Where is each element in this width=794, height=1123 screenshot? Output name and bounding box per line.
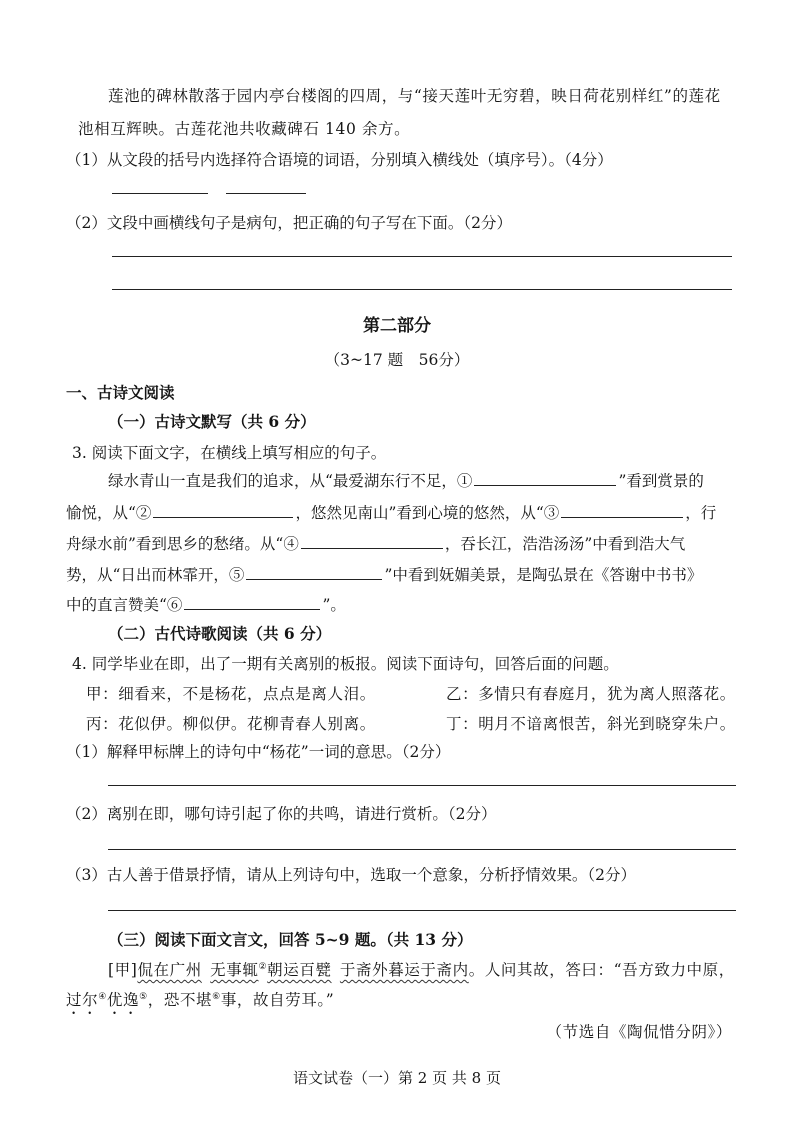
underlined-phrase: 无事辄 xyxy=(210,961,259,979)
source-citation: （节选自《陶侃惜分阴》） xyxy=(546,1023,732,1041)
page-footer: 语文试卷（一）第 2 页 共 8 页 xyxy=(293,1069,501,1087)
q3-text: ，行 xyxy=(685,504,717,522)
question-1: （1）从文段的括号内选择符合语境的词语，分别填入横线处（填序号）。（4分） xyxy=(66,151,613,169)
q3-text: 绿水青山一直是我们的追求，从“最爱湖东行不足，① xyxy=(108,472,473,490)
poem-bing: 丙：花似伊。柳似伊。花柳青春人别离。 xyxy=(86,715,376,733)
classical-label: [甲] xyxy=(108,961,138,979)
subsection-3-heading: （三）阅读下面文言文，回答 5~9 题。（共 13 分） xyxy=(108,930,473,949)
question-4-stem: 4. 同学毕业在即，出了一期有关离别的板报。阅读下面诗句，回答后面的问题。 xyxy=(72,655,619,673)
poem-yi: 乙：多情只有春庭月，犹为离人照落花。 xyxy=(446,685,736,703)
q3-line-5 xyxy=(66,592,346,615)
dotted-word: 优逸 xyxy=(106,991,140,1009)
answer-line-q4-3[interactable] xyxy=(108,910,736,911)
q3-text: 愉悦，从“② xyxy=(66,504,152,522)
q3-line-4 xyxy=(66,562,702,585)
q3-text: ”。 xyxy=(322,596,346,614)
question-4-2: （2）离别在即，哪句诗引起了你的共鸣，请进行赏析。（2分） xyxy=(66,805,497,823)
question-4-1: （1）解释甲标牌上的诗句中“杨花”一词的意思。（2分） xyxy=(66,743,451,761)
footnote-marker: ⑤ xyxy=(139,991,148,1002)
answer-blank-2[interactable] xyxy=(226,193,306,194)
q3-text: 势，从“日出而林霏开，⑤ xyxy=(66,566,245,584)
poem-jia: 甲：细看来，不是杨花，点点是离人泪。 xyxy=(86,685,376,703)
q3-text: ”看到赏景的 xyxy=(618,472,704,490)
q3-text: ”中看到妩媚美景，是陶弘景在《答谢中书书》 xyxy=(384,566,703,584)
fill-blank-4[interactable] xyxy=(301,531,443,549)
answer-line-q4-1[interactable] xyxy=(108,785,736,786)
classical-text-line-2 xyxy=(66,988,334,1018)
fill-blank-3[interactable] xyxy=(561,500,683,518)
classical-text: 事，故自劳耳。” xyxy=(220,991,335,1009)
underlined-phrase: 朝运百甓 xyxy=(267,961,332,979)
question-4-3: （3）古人善于借景抒情，请从上列诗句中，选取一个意象，分析抒情效果。（2分） xyxy=(66,866,636,884)
subsection-1-heading: （一）古诗文默写（共 6 分） xyxy=(108,412,316,431)
passage-line-1: 莲池的碑林散落于园内亭台楼阁的四周，与“接天莲叶无穷碧，映日荷花别样红”的莲花 xyxy=(108,87,721,105)
classical-text: ，恐不堪 xyxy=(147,991,213,1009)
q3-text: ，悠然见南山”看到心境的悠然，从“③ xyxy=(295,504,560,522)
dotted-word: 过尔 xyxy=(66,991,99,1009)
part-two-title: 第二部分 xyxy=(363,316,431,336)
q3-text: 舟绿水前”看到思乡的愁绪。从“④ xyxy=(66,535,299,553)
answer-line-q4-2[interactable] xyxy=(108,849,736,850)
answer-blank-1[interactable] xyxy=(112,193,208,194)
q3-line-1 xyxy=(108,468,704,491)
q3-text: 中的直言赞美“⑥ xyxy=(66,596,183,614)
fill-blank-5[interactable] xyxy=(246,562,382,580)
q3-line-2 xyxy=(66,500,716,523)
classical-text: 。人问其故，答曰：“吾方致力中原， xyxy=(468,961,735,979)
section-heading: 一、古诗文阅读 xyxy=(66,383,175,402)
poem-ding: 丁：明月不谙离恨苦，斜光到晓穿朱户。 xyxy=(446,715,736,733)
classical-text-line-1 xyxy=(108,958,735,980)
passage-line-2: 池相互辉映。古莲花池共收藏碑石 140 余方。 xyxy=(78,120,411,138)
underlined-phrase: 侃在广州 xyxy=(137,961,202,979)
q3-text: ，吞长江，浩浩汤汤”中看到浩大气 xyxy=(444,535,686,553)
question-2: （2）文段中画横线句子是病句，把正确的句子写在下面。（2分） xyxy=(66,214,512,232)
underlined-phrase: 于斋外暮运于斋内 xyxy=(339,961,469,979)
part-two-subtitle: （3~17 题 56分） xyxy=(324,351,470,369)
answer-line-q2-a[interactable] xyxy=(112,256,732,257)
footnote-marker: ② xyxy=(258,961,268,972)
subsection-2-heading: （二）古代诗歌阅读（共 6 分） xyxy=(108,624,332,643)
footnote-marker: ④ xyxy=(98,991,107,1002)
footnote-marker: ⑥ xyxy=(212,991,221,1002)
q3-line-3 xyxy=(66,531,685,554)
answer-line-q2-b[interactable] xyxy=(112,289,732,290)
question-3-stem: 3. 阅读下面文字，在横线上填写相应的句子。 xyxy=(72,444,387,462)
fill-blank-2[interactable] xyxy=(153,500,293,518)
fill-blank-6[interactable] xyxy=(184,592,320,610)
fill-blank-1[interactable] xyxy=(474,468,616,486)
